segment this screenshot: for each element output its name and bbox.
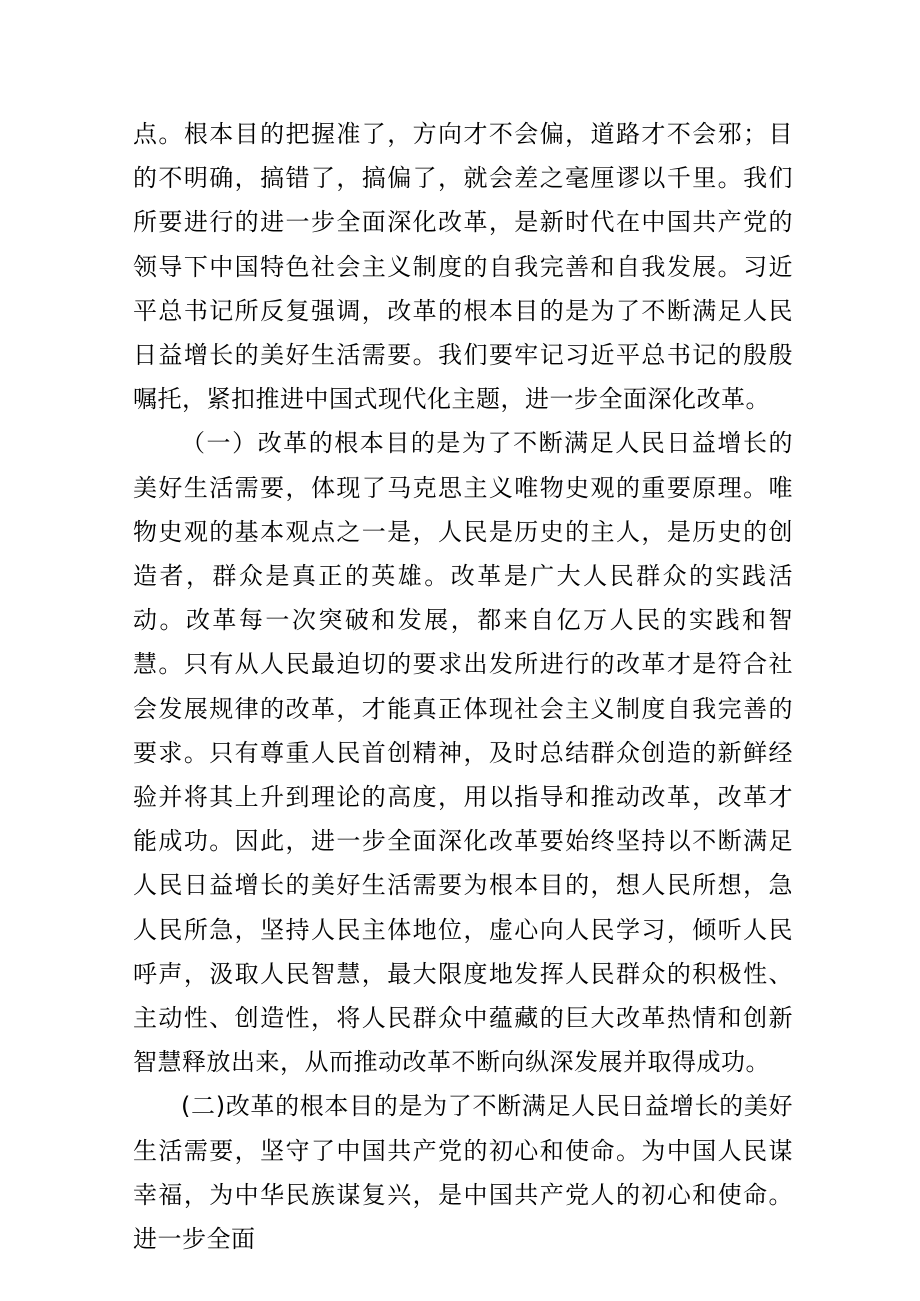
paragraph-intro: 点。根本目的把握准了，方向才不会偏，道路才不会邪；目的不明确，搞错了，搞偏了，就会差之毫厘谬以千里。我们所要进行的进一步全面深化改革，是新时代在中国共产党的领导下中国特色社会主义制度的自我完善和自我发展。习近平总书记所反复强调，改革的根本目的是为了不断满足人民日益增长的美好生活需要。我们要牢记习近平总书记的殷殷嘱托，紧扣推进中国式现代化主题，进一步全面深化改革。 xyxy=(133,120,793,414)
paragraph-section-1: （一）改革的根本目的是为了不断满足人民日益增长的美好生活需要，体现了马克思主义唯物史观的重要原理。唯物史观的基本观点之一是，人民是历史的主人，是历史的创造者，群众是真正的英雄。改革是广大人民群众的实践活动。改革每一次突破和发展，都来自亿万人民的实践和智慧。只有从人民最迫切的要求出发所进行的改革才是符合社会发展规律的改革，才能真正体现社会主义制度自我完善的要求。只有尊重人民首创精神，及时总结群众创造的新鲜经验并将其上升到理论的高度，用以指导和推动改革，改革才能成功。因此，进一步全面深化改革要始终坚持以不断满足人民日益增长的美好生活需要为根本目的，想人民所想，急人民所急，坚持人民主体地位，虚心向人民学习，倾听人民呼声，汲取人民智慧，最大限度地发挥人民群众的积极性、主动性、创造性，将人民群众中蕴藏的巨大改革热情和创新智慧释放出来，从而推动改革不断向纵深发展并取得成功。 xyxy=(133,429,793,1077)
document-body xyxy=(133,112,793,1261)
paragraph-section-2: (二)改革的根本目的是为了不断满足人民日益增长的美好生活需要，坚守了中国共产党的初心和使命。为中国人民谋幸福，为中华民族谋复兴，是中国共产党人的初心和使命。进一步全面 xyxy=(133,1092,793,1254)
